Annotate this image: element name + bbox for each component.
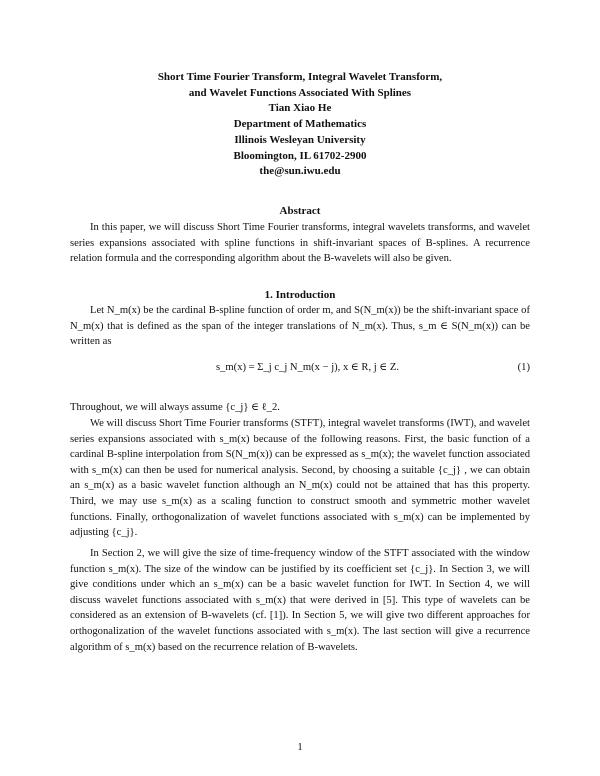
intro-paragraph-2: Throughout, we will always assume {c_j} ∈ ℓ_2.: [70, 402, 280, 413]
email: the@sun.iwu.edu: [259, 165, 341, 178]
intro-paragraph-3: We will discuss Short Time Fourier transforms (STFT), integral wavelet transforms (IWT), and wavelet series expansions associated with s_m(x) because of the following reasons. First, the basic function of a cardinal B-spline interpolation from S(N_m(x)) can be expressed as s_m(x); the wavelet function associated with s_m(x) can then be used for numerical analysis. Second, by choosing a suitable {c_j} , we can obtain an s_m(x) as a basic wavelet function although an N_m(x) could not be attained that has this property. Third, we may use s_m(x) as a scaling function to construct smooth and symmetric mother wavelet functions. Finally, orthogonalization of wavelet functions associated with s_m(x) can be implemented by adjusting {c_j}.: [70, 418, 530, 539]
abstract-text: In this paper, we will discuss Short Time Fourier transforms, integral wavelets transforms, and wavelet series expansions associated with spline functions in shift-invariant spaces of B-splines. A recurrence relation formula and the corresponding algorithm about the B-wavelets will also be given.: [70, 222, 530, 265]
abstract-heading: Abstract: [279, 205, 321, 217]
intro-heading: 1. Introduction: [264, 289, 336, 301]
city: Bloomington, IL 61702-2900: [233, 149, 367, 162]
title-line-2: and Wavelet Functions Associated With Splines: [188, 86, 412, 99]
title-block: [60, 70, 540, 180]
page-number: 1: [297, 742, 303, 753]
author: Tian Xiao He: [268, 102, 332, 115]
intro-paragraph-1: Let N_m(x) be the cardinal B-spline function of order m, and S(N_m(x)) be the shift-invariant space of N_m(x) that is defined as the span of the integer translations of N_m(x). Thus, s_m ∈ S(N_m(x)) can be written as: [70, 305, 530, 348]
equation-1: [70, 356, 530, 386]
university: Illinois Wesleyan University: [234, 133, 366, 146]
title-line-1: Short Time Fourier Transform, Integral Wavelet Transform,: [157, 71, 443, 83]
equation-number: (1): [517, 362, 530, 373]
equation-body: s_m(x) = Σ_j c_j N_m(x − j), x ∈ R, j ∈ Z.: [216, 362, 399, 373]
intro-paragraph-4: In Section 2, we will give the size of time-frequency window of the STFT associated with the window function s_m(x). The size of the window can be justified by its coefficient set {c_j}. In Section 3, we will give conditions under which an s_m(x) can be a basic wavelet function for IWT. In Section 4, we will discuss wavelet functions associated with s_m(x) that were derived in [5]. This type of wavelets can be considered as an extension of B-wavelets (cf. [1]). In Section 5, we will give two different approaches for orthogonalization of the wavelet functions associated with s_m(x). The last section will give a recurrence algorithm of s_m(x) based on the recurrence relation of B-wavelets.: [70, 548, 530, 653]
department: Department of Mathematics: [233, 118, 367, 131]
